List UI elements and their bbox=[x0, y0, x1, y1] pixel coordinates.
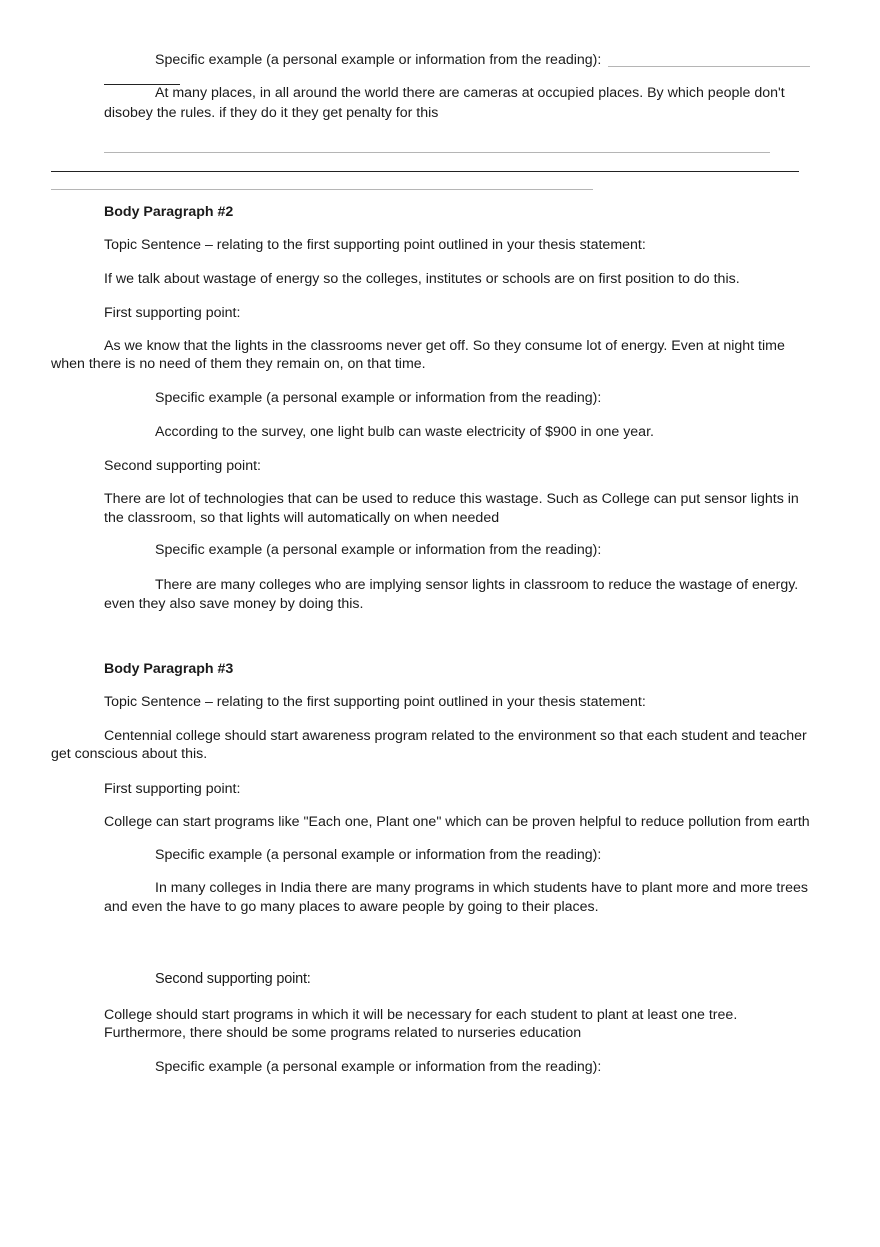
specific-example-label: Specific example (a personal example or information from the reading): bbox=[155, 390, 602, 406]
specific-example-label: Specific example (a personal example or information from the reading): bbox=[155, 847, 602, 863]
specific-example-label: Specific example (a personal example or information from the reading): bbox=[155, 52, 602, 68]
topic-sentence-text: Centennial college should start awareness program related to the environment so that each student and teacher bbox=[104, 728, 807, 744]
specific-example-text: According to the survey, one light bulb can waste electricity of $900 in one year. bbox=[155, 424, 654, 440]
topic-sentence-label: Topic Sentence – relating to the first supporting point outlined in your thesis statement: bbox=[104, 237, 646, 253]
topic-sentence-text: If we talk about wastage of energy so the colleges, institutes or schools are on first position to do this. bbox=[104, 271, 740, 287]
section-heading: Body Paragraph #3 bbox=[104, 661, 234, 677]
topic-sentence-text: get conscious about this. bbox=[51, 746, 208, 762]
specific-example-text: and even the have to go many places to aware people by going to their places. bbox=[104, 899, 599, 915]
example-text-line: disobey the rules. if they do it they get penalty for this bbox=[104, 105, 439, 121]
answer-underline bbox=[608, 66, 810, 67]
specific-example-text: even they also save money by doing this. bbox=[104, 596, 364, 612]
specific-example-text: There are many colleges who are implying sensor lights in classroom to reduce the wastage of energy. bbox=[155, 577, 799, 593]
first-supporting-text: College can start programs like "Each one, Plant one" which can be proven helpful to reduce pollution from earth bbox=[104, 814, 810, 830]
second-supporting-text: the classroom, so that lights will automatically on when needed bbox=[104, 510, 500, 526]
topic-sentence-label: Topic Sentence – relating to the first supporting point outlined in your thesis statement: bbox=[104, 694, 646, 710]
second-supporting-label: Second supporting point: bbox=[104, 458, 261, 474]
second-supporting-text: There are lot of technologies that can be used to reduce this wastage. Such as College can put sensor lights in bbox=[104, 491, 799, 507]
specific-example-label: Specific example (a personal example or information from the reading): bbox=[155, 542, 602, 558]
example-text-line: At many places, in all around the world there are cameras at occupied places. By which people don't bbox=[155, 85, 785, 101]
section-heading: Body Paragraph #2 bbox=[104, 204, 234, 220]
specific-example-label: Specific example (a personal example or information from the reading): bbox=[155, 1059, 602, 1075]
first-supporting-label: First supporting point: bbox=[104, 781, 241, 797]
second-supporting-text: College should start programs in which it will be necessary for each student to plant at least one tree. bbox=[104, 1007, 738, 1023]
first-supporting-text: As we know that the lights in the classrooms never get off. So they consume lot of energy. Even at night time bbox=[104, 338, 785, 354]
second-supporting-text: Furthermore, there should be some programs related to nurseries education bbox=[104, 1025, 582, 1041]
specific-example-text: In many colleges in India there are many programs in which students have to plant more and more trees bbox=[155, 880, 808, 896]
blank-answer-line bbox=[104, 152, 770, 153]
first-supporting-text: when there is no need of them they remain on, on that time. bbox=[51, 356, 426, 372]
blank-answer-line bbox=[51, 171, 799, 172]
second-supporting-label: Second supporting point: bbox=[155, 971, 311, 987]
blank-answer-line bbox=[51, 189, 593, 190]
first-supporting-label: First supporting point: bbox=[104, 305, 241, 321]
